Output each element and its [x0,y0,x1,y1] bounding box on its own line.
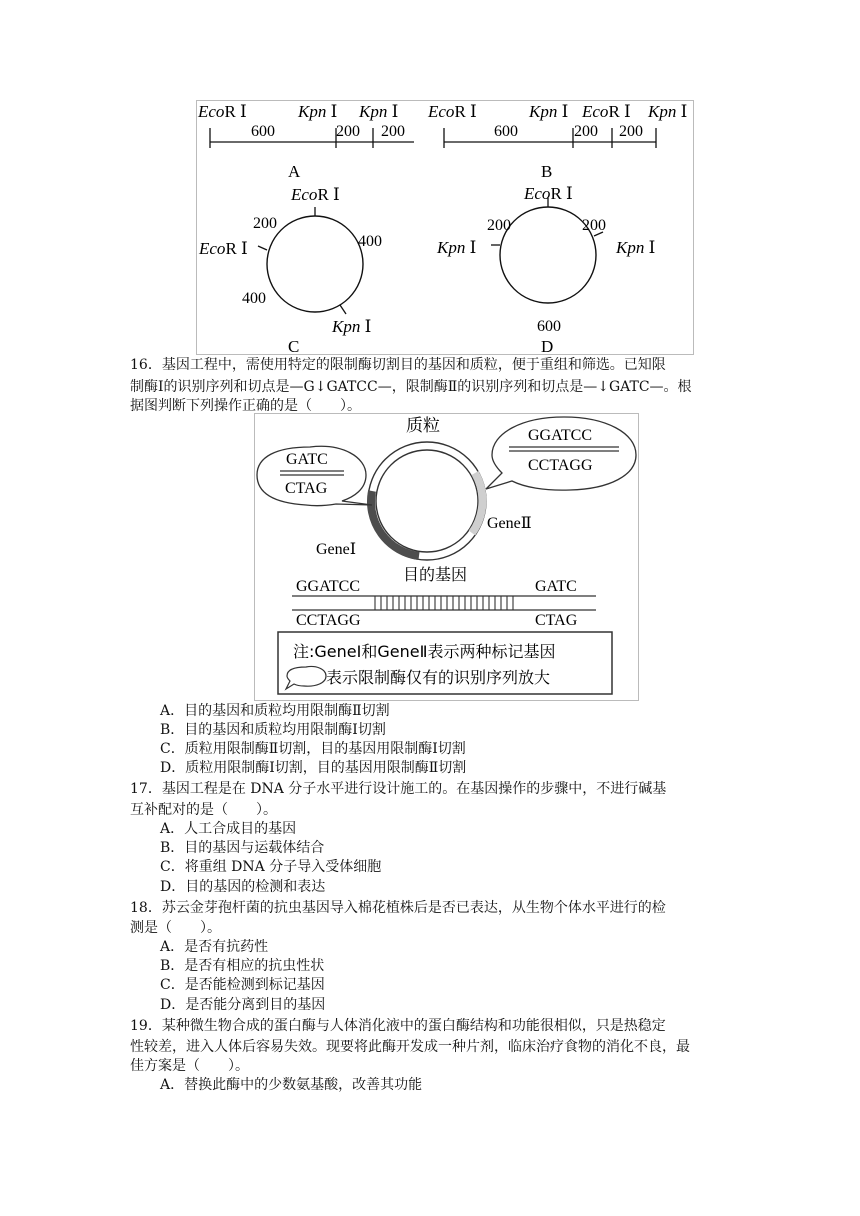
q16-line1: 16．基因工程中，需使用特定的限制酶切割目的基因和质粒，便于重组和筛选。已知限 [130,357,666,373]
q19-line1: 19．某种微生物合成的蛋白酶与人体消化液中的蛋白酶结构和功能很相似，只是热稳定 [130,1018,666,1034]
q16-line3: 据图判断下列操作正确的是（ ）。 [130,398,361,414]
segment-b2: 200 [574,123,598,140]
segment-d3: 600 [537,318,561,335]
dna-left-bottom: CCTAGG [296,612,361,629]
q17-option-c: C．将重组 DNA 分子导入受体细胞 [160,859,382,875]
bubble-left-top: GATC [286,451,328,468]
map-b [427,102,687,181]
site-kpn-b2: Kpn Ⅰ [648,102,688,121]
bubble-right-top: GGATCC [528,427,593,444]
site-ecor-d: EcoR Ⅰ [524,184,573,203]
q18-option-d: D．是否能分离到目的基因 [160,997,326,1013]
site-kpn-a2: Kpn Ⅰ [359,102,399,121]
segment-c1: 200 [253,215,277,232]
bubble-left [257,446,372,505]
segment-b1: 600 [494,123,518,140]
bubble-right [486,417,636,490]
q19-line3: 佳方案是（ ）。 [130,1058,249,1074]
site-ecor-b2: EcoR Ⅰ [582,102,631,121]
q17-line1: 17．基因工程是在 DNA 分子水平进行设计施工的。在基因操作的步骤中，不进行碱基 [130,781,667,797]
dna-right-bottom: CTAG [535,612,578,629]
q16-option-c: C．质粒用限制酶Ⅱ切割，目的基因用限制酶Ⅰ切割 [160,741,466,757]
restriction-map-figure [196,100,694,355]
dna-right-top: GATC [535,578,577,595]
q19-option-a: A．替换此酶中的少数氨基酸，改善其功能 [160,1077,423,1093]
segment-a3: 200 [381,123,405,140]
q18-line1: 18．苏云金芽孢杆菌的抗虫基因导入棉花植株后是否已表达，从生物个体水平进行的检 [130,900,666,916]
site-ecor-c2: EcoR Ⅰ [199,239,248,258]
site-ecor-c1: EcoR Ⅰ [291,185,340,204]
note-box [278,632,612,694]
gene1-label: GeneⅠ [316,541,357,558]
site-kpn-b1: Kpn Ⅰ [529,102,569,121]
label-c: C [288,337,300,355]
q16-option-d: D．质粒用限制酶Ⅰ切割，目的基因用限制酶Ⅱ切割 [160,760,467,776]
q17-option-d: D．目的基因的检测和表达 [160,879,326,895]
q16-line2: 制酶Ⅰ的识别序列和切点是—G↓GATCC—，限制酶Ⅱ的识别序列和切点是—↓GATC—。根 [130,379,692,395]
dna-left-top: GGATCC [296,578,361,595]
q16-option-b: B．目的基因和质粒均用限制酶Ⅰ切割 [160,722,386,738]
bubble-right-bottom: CCTAGG [528,457,593,474]
q18-option-b: B．是否有相应的抗虫性状 [160,958,325,974]
segment-d2: 200 [582,217,606,234]
q18-line2: 测是（ ）。 [130,920,221,936]
label-d: D [541,337,554,355]
q18-option-c: C．是否能检测到标记基因 [160,977,325,993]
segment-a1: 600 [251,123,275,140]
gene1-segment [371,491,419,556]
site-kpn-a1: Kpn Ⅰ [298,102,338,121]
q16-option-a: A．目的基因和质粒均用限制酶Ⅱ切割 [160,703,390,719]
segment-a2: 200 [336,123,360,140]
q17-option-a: A．人工合成目的基因 [160,821,297,837]
site-kpn-d1: Kpn Ⅰ [437,238,477,257]
site-kpn-d2: Kpn Ⅰ [616,238,656,257]
plasmid-label: 质粒 [406,416,440,436]
q17-line2: 互补配对的是（ ）。 [130,802,277,818]
plasmid-circle-c [267,216,363,312]
segment-c2: 400 [358,233,382,250]
plasmid-figure [254,413,639,701]
map-c [198,185,382,355]
note-line2: 表示限制酶仅有的识别序列放大 [326,668,551,687]
note-line1: 注:GeneⅠ和GeneⅡ表示两种标记基因 [293,642,556,661]
gene2-segment [472,473,482,533]
segment-c3: 400 [242,290,266,307]
site-ecor-b1: EcoR Ⅰ [428,102,477,121]
q19-line2: 性较差，进入人体后容易失效。现要将此酶开发成一种片剂，临床治疗食物的消化不良，最 [130,1039,690,1055]
gene2-label: GeneⅡ [487,515,532,532]
target-gene-label: 目的基因 [403,565,468,584]
q17-option-b: B．目的基因与运载体结合 [160,840,325,856]
plasmid-inner-ring [376,450,478,552]
bubble-left-bottom: CTAG [285,480,328,497]
map-d [436,184,655,355]
segment-d1: 200 [487,217,511,234]
site-kpn-c: Kpn Ⅰ [332,317,372,336]
label-a: A [288,162,301,181]
site-ecor-a1: EcoR Ⅰ [198,102,247,121]
q18-option-a: A．是否有抗药性 [160,939,269,955]
segment-b3: 200 [619,123,643,140]
base-pair-rungs [375,596,513,610]
label-b: B [541,162,553,181]
map-a [197,102,414,181]
target-gene-dna [292,565,596,629]
